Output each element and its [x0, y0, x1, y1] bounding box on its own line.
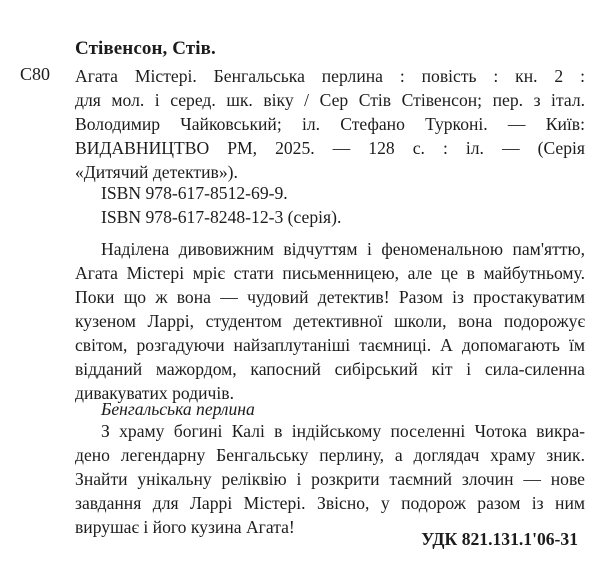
- annotation-line: Наділена дивовижним відчуттям і феноменальною пам'яттю,: [101, 239, 585, 259]
- description-line: Володимир Чайковський; іл. Стефано Турконі. — Київ:: [75, 114, 585, 134]
- story-title: Бенгальська перлина: [101, 399, 255, 419]
- story-line: вирушає і його кузина Агата!: [75, 517, 295, 537]
- annotation-line: Поки що ж вона — чудовий детектив! Разом із простакуватим: [75, 287, 585, 307]
- story-line: завдання для Ларрі Містері. Звісно, у подорож разом із ним: [75, 493, 585, 513]
- story-line: Знайти унікальну реліквію і розкрити таємний злочин — нове: [75, 469, 585, 489]
- annotation-line: кузеном Ларрі, студентом детективної школи, вона подорожує: [75, 311, 585, 331]
- annotation: [75, 237, 585, 405]
- annotation-line: Агата Містері мріє стати письменницею, але це в майбутньому.: [75, 263, 585, 283]
- description-line: «Дитячий детектив»).: [75, 162, 238, 182]
- description-line: для мол. і серед. шк. віку / Сер Стів Стівенсон; пер. з італ.: [75, 90, 585, 110]
- author-heading: Стівенсон, Стів.: [75, 38, 216, 59]
- story-line: дено легендарну Бенгальську перлину, а доглядач храму зник.: [75, 445, 585, 465]
- isbn-series: ISBN 978-617-8248-12-3 (серія).: [101, 207, 342, 227]
- description-line: ВИДАВНИЦТВО РМ, 2025. — 128 с. : іл. — (Серія: [75, 138, 585, 158]
- bibliographic-description: [75, 64, 585, 184]
- annotation-line: світом, розгадуючи найзаплутаніші таємниці. А допомагають їм: [75, 335, 585, 355]
- description-line: Агата Містері. Бенгальська перлина : повість : кн. 2 :: [75, 66, 585, 86]
- annotation-line: дивакуватих родичів.: [75, 383, 234, 403]
- annotation-line: відданий мажордом, капосний сибірський кіт і сила-силенна: [75, 359, 585, 379]
- story-line: З храму богині Калі в індійському поселенні Чотока викра-: [101, 421, 585, 441]
- udk-code: УДК 821.131.1'06-31: [421, 529, 578, 549]
- isbn-book: ISBN 978-617-8512-69-9.: [101, 183, 288, 203]
- story-summary: [75, 419, 585, 539]
- shelf-mark: С80: [20, 64, 51, 84]
